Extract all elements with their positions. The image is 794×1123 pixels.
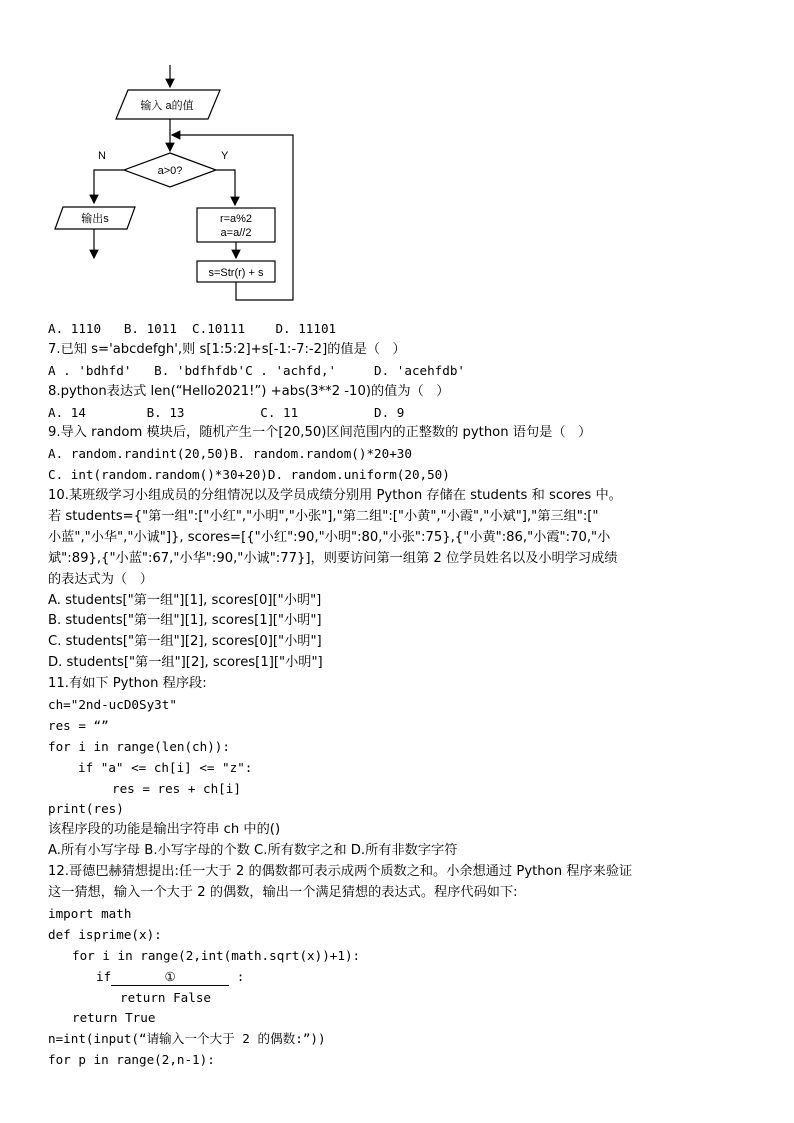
output-label: 输出s bbox=[81, 213, 109, 225]
no-branch-arrow bbox=[94, 170, 124, 203]
q11-options: A.所有小写字母 B.小写字母的个数 C.所有数字之和 D.所有非数字字符 bbox=[48, 843, 458, 859]
q8-options: A. 14 B. 13 C. 11 D. 9 bbox=[48, 404, 405, 420]
q10-stem-line2: 若 students={"第一组":["小红","小明","小张"],"第二组":["小黄","小霞","小斌"],"第三组":[" bbox=[48, 509, 599, 525]
code-line: import math bbox=[48, 905, 132, 921]
yes-branch-arrow bbox=[216, 170, 235, 205]
q10-option-a: A. students["第一组"][1], scores[0]["小明"] bbox=[48, 592, 322, 608]
code-line: for i in range(len(ch)): bbox=[48, 738, 230, 754]
code-line: n=int(input(“请输入一个大于 2 的偶数:”)) bbox=[48, 1031, 326, 1047]
if-keyword: if bbox=[96, 968, 112, 984]
answer-blank-1: ① bbox=[111, 969, 229, 986]
q8-stem: 8.python表达式 len(“Hello2021!”) +abs(3**2 -10)的值为（ ） bbox=[48, 383, 450, 399]
q10-stem-line1: 10.某班级学习小组成员的分组情况以及学员成绩分别用 Python 存储在 students 和 scores 中。 bbox=[48, 488, 622, 504]
code-line: if "a" <= ch[i] <= "z": bbox=[78, 759, 253, 775]
code-line: print(res) bbox=[48, 801, 124, 817]
q12-stem-line1: 12.哥德巴赫猜想提出:任一大于 2 的偶数都可表示成两个质数之和。小余想通过 Python 程序来验证 bbox=[48, 864, 633, 880]
code-line: return True bbox=[72, 1010, 156, 1026]
process1-line1: r=a%2 bbox=[219, 213, 253, 225]
no-label: N bbox=[98, 150, 106, 162]
code-line: for p in range(2,n-1): bbox=[48, 1052, 215, 1068]
q10-stem-line4: 斌":89},{"小蓝":67,"小华":90,"小诚":77}]，则要访问第一组第 2 位学员姓名以及小明学习成绩 bbox=[48, 550, 618, 566]
q10-stem-line3: 小蓝","小华","小诚"]}, scores=[{"小红":90,"小明":80,"小张":75},{"小黄":86,"小霞":70,"小 bbox=[48, 529, 611, 545]
code-line: ch="2nd-ucD0Sy3t" bbox=[48, 697, 177, 713]
q11-stem: 11.有如下 Python 程序段: bbox=[48, 676, 207, 692]
code-line-with-blank bbox=[48, 967, 768, 988]
code-line: return False bbox=[120, 989, 211, 1005]
process1-line2: a=a//2 bbox=[220, 227, 252, 239]
q11-question: 该程序段的功能是输出字符串 ch 中的() bbox=[48, 822, 281, 838]
code-line: res = “” bbox=[48, 717, 109, 733]
code-line: def isprime(x): bbox=[48, 926, 162, 942]
decision-label: a>0? bbox=[157, 165, 183, 177]
q10-stem-line5: 的表达式为（ ） bbox=[48, 571, 153, 587]
flowchart bbox=[40, 55, 320, 315]
document-body bbox=[48, 319, 768, 1071]
q12-stem-line2: 这一猜想，输入一个大于 2 的偶数，输出一个满足猜想的表达式。程序代码如下: bbox=[48, 885, 518, 901]
q9-stem: 9.导入 random 模块后，随机产生一个[20,50)区间范围内的正整数的 python 语句是（ ） bbox=[48, 425, 592, 441]
q10-option-c: C. students["第一组"][2], scores[0]["小明"] bbox=[48, 634, 322, 650]
q9-options-cd: C. int(random.random()*30+20)D. random.uniform(20,50) bbox=[48, 467, 450, 483]
q7-options: A . 'bdhfd' B. 'bdfhfdb'C . 'achfd,' D. 'acehfdb' bbox=[48, 362, 466, 378]
q7-stem: 7.已知 s='abcdefgh',则 s[1:5:2]+s[-1:-7:-2]的值是（ ） bbox=[48, 341, 406, 357]
q10-option-b: B. students["第一组"][1], scores[1]["小明"] bbox=[48, 613, 322, 629]
input-label: 输入 a的值 bbox=[140, 100, 194, 112]
q10-option-d: D. students["第一组"][2], scores[1]["小明"] bbox=[48, 655, 323, 671]
q6-options: A. 1110 B. 1011 C.10111 D. 11101 bbox=[48, 321, 337, 336]
code-line: res = res + ch[i] bbox=[112, 780, 241, 796]
process2-label: s=Str(r) + s bbox=[208, 267, 264, 279]
flowchart-diagram bbox=[40, 55, 320, 315]
colon: : bbox=[229, 968, 245, 984]
q9-options-ab: A. random.randint(20,50)B. random.random()*20+30 bbox=[48, 446, 412, 462]
code-line: for i in range(2,int(math.sqrt(x))+1): bbox=[72, 947, 361, 963]
yes-label: Y bbox=[221, 150, 229, 162]
